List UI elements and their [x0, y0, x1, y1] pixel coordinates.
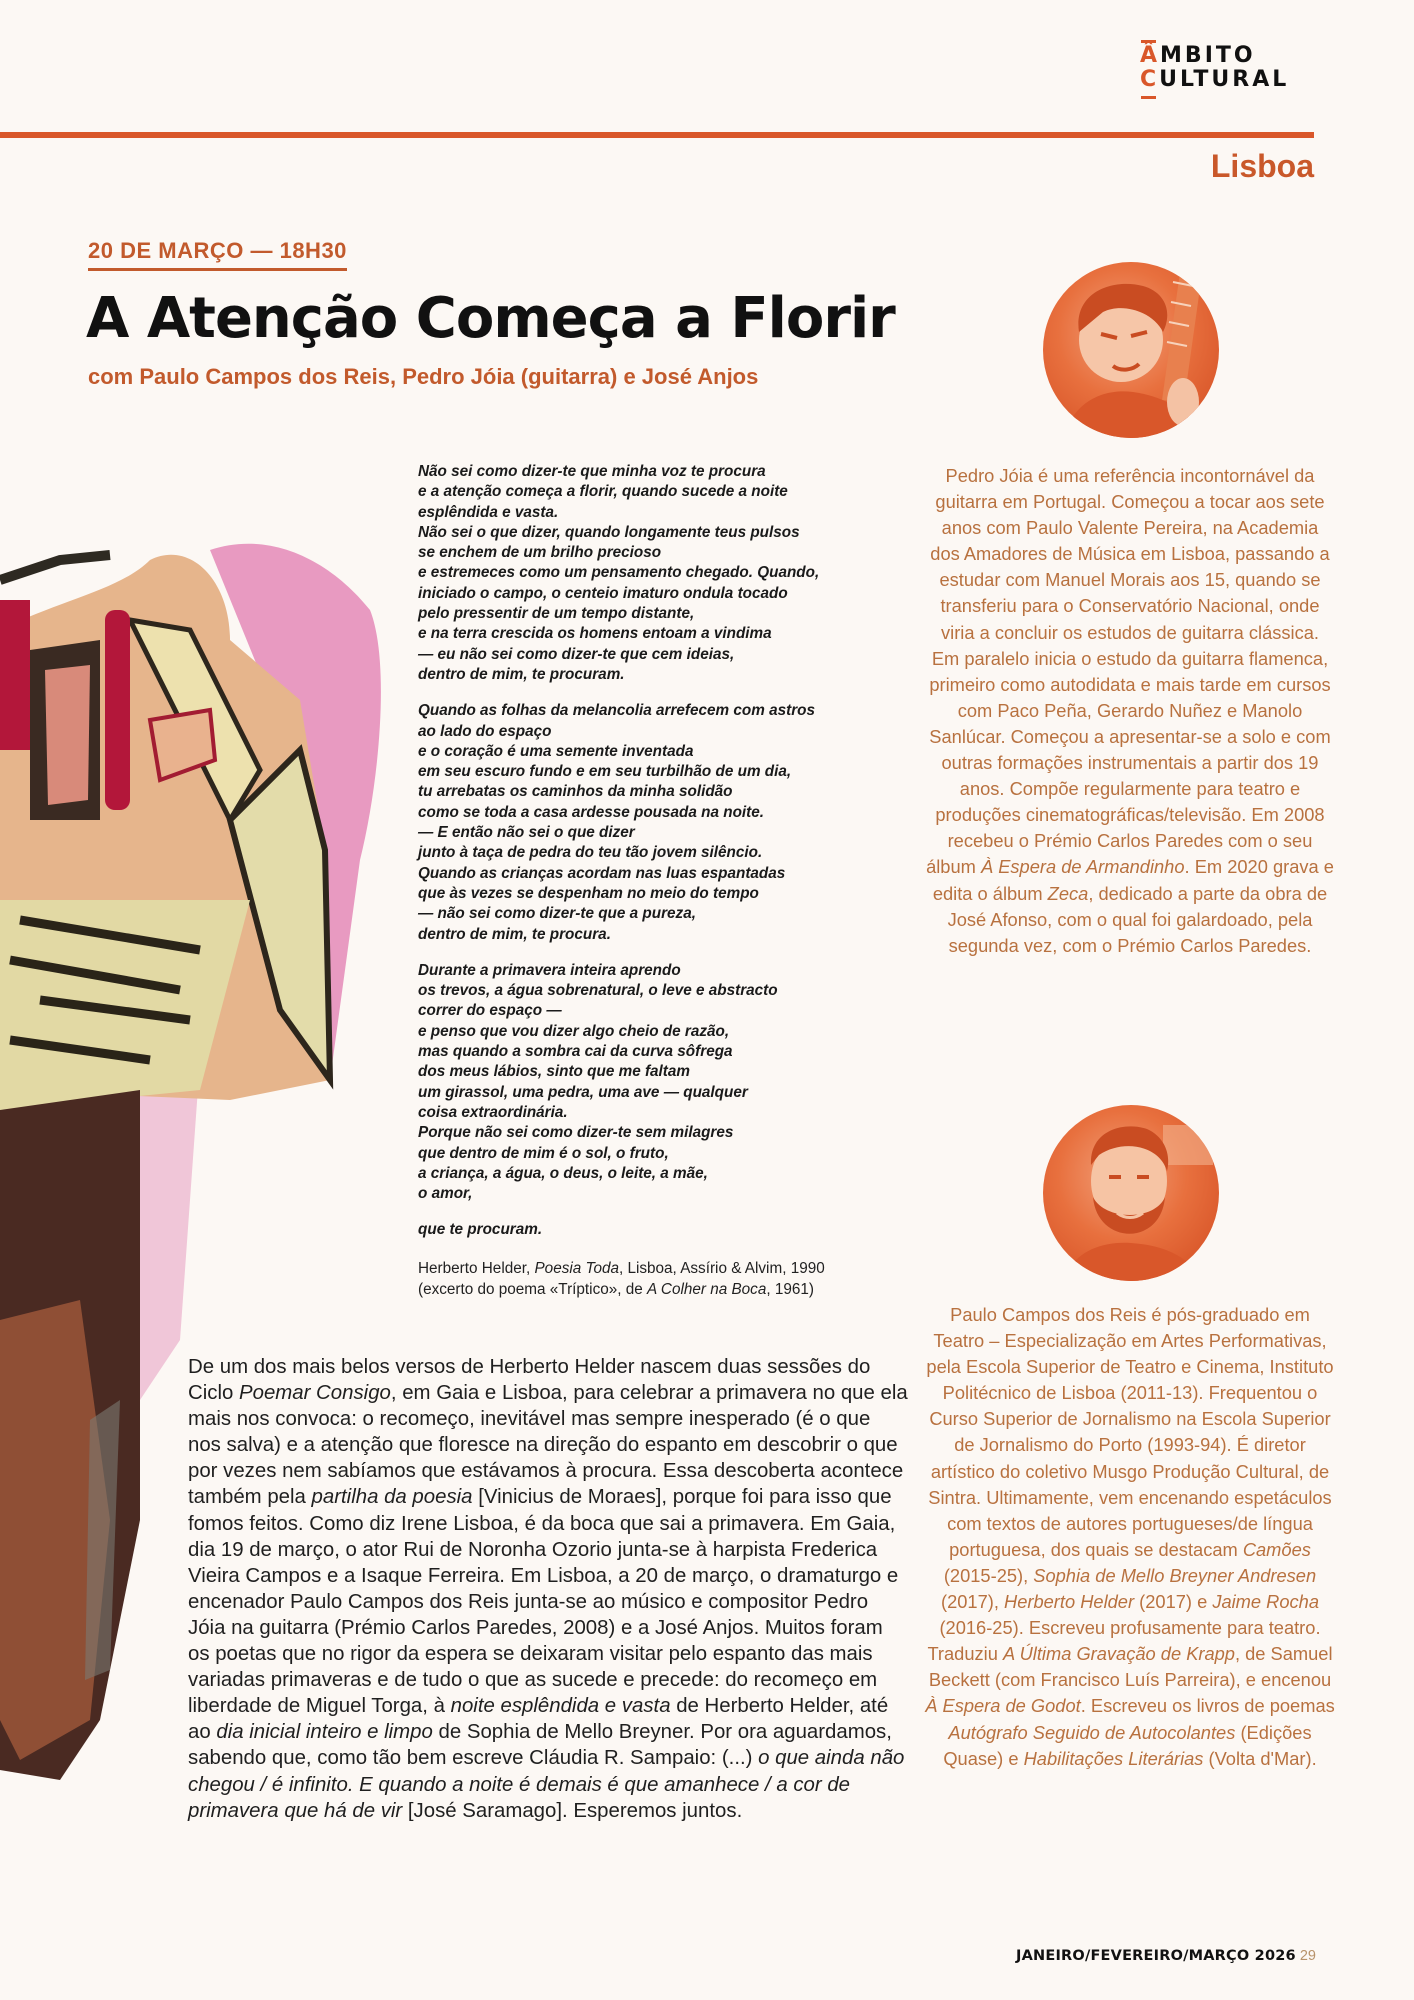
bio-text: (2017),	[940, 1591, 1004, 1613]
page-footer	[1016, 1948, 1316, 1964]
poem-line: dentro de mim, te procuram.	[418, 665, 625, 683]
poem-line: — não sei como dizer-te que a pureza,	[418, 905, 696, 923]
bio-text: , de Samuel Beckett (com Francisco Luís Parreira), e encenou	[928, 1643, 1333, 1691]
bio-text: (Volta d'Mar).	[1203, 1747, 1317, 1769]
poem-line: a criança, a água, o deus, o leite, a mãe,	[418, 1164, 708, 1182]
work-title: Herberto Helder	[1004, 1591, 1135, 1613]
poem-line: ao lado do espaço	[418, 722, 552, 740]
bio-text: (2016-25). Escreveu profusamente para teatro. Traduziu	[927, 1617, 1321, 1665]
poem-line: o amor,	[418, 1185, 473, 1203]
poem-line: Quando as crianças acordam nas luas espantadas	[418, 864, 786, 882]
logo-word-ambito: MBITO	[1160, 43, 1256, 68]
work-title: Habilitações Literárias	[1023, 1747, 1204, 1769]
poem-line: que dentro de mim é o sol, o fruto,	[418, 1144, 669, 1162]
poem-line: Porque não sei como dizer-te sem milagres	[418, 1124, 734, 1142]
page-number: 29	[1299, 1948, 1316, 1964]
poem-line: esplêndida e vasta.	[418, 503, 559, 521]
poem-line: que te procuram.	[418, 1221, 543, 1239]
poem-line: junto à taça de pedra do teu tão jovem silêncio.	[418, 844, 763, 862]
issue-label: JANEIRO/FEVEREIRO/MARÇO 2026	[1016, 1948, 1296, 1964]
pedro-joia-portrait	[1043, 262, 1219, 438]
poem-stanza-4	[418, 1220, 888, 1240]
logo-accent-bar	[1141, 40, 1156, 43]
poem-line: pelo pressentir de um tempo distante,	[418, 605, 695, 623]
event-title: A Atenção Começa a Florir	[86, 286, 895, 351]
poem-line: coisa extraordinária.	[418, 1103, 568, 1121]
citation-text: Herberto Helder,	[418, 1260, 535, 1277]
event-date: 20 DE MARÇO — 18H30	[88, 238, 347, 271]
poem-line: tu arrebatas os caminhos da minha solidão	[418, 783, 733, 801]
poem-line: como se toda a casa ardesse pousada na noite.	[418, 803, 765, 821]
work-title: Camões	[1242, 1538, 1311, 1560]
work-title: À Espera de Godot	[925, 1695, 1081, 1717]
poem-line: Quando as folhas da melancolia arrefecem com astros	[418, 702, 816, 720]
body-text: de Herberto Helder, até ao	[188, 1695, 889, 1744]
body-text: De um dos mais belos versos de Herberto Helder nascem duas sessões do Ciclo	[188, 1356, 871, 1405]
poem-line: Não sei o que dizer, quando longamente teus pulsos	[418, 523, 800, 541]
poem-line: e na terra crescida os homens entoam a vindima	[418, 625, 772, 643]
event-subtitle: com Paulo Campos dos Reis, Pedro Jóia (guitarra) e José Anjos	[88, 364, 759, 389]
poem-line: os trevos, a água sobrenatural, o leve e abstracto	[418, 982, 778, 1000]
logo-letter-c: C	[1140, 67, 1160, 92]
poem-line: em seu escuro fundo e em seu turbilhão de um dia,	[418, 763, 792, 781]
poem-stanza-1	[418, 462, 888, 685]
work-title: Autógrafo Seguido de Autocolantes	[948, 1721, 1236, 1743]
logo-accent-bar-bottom	[1141, 96, 1156, 99]
poem-line: se enchem de um brilho precioso	[418, 544, 662, 562]
poem-line: iniciado o campo, o centeio imaturo ondula tocado	[418, 584, 788, 602]
poem-line: e a atenção começa a florir, quando sucede a noite	[418, 483, 788, 501]
poem-line: — E então não sei o que dizer	[418, 824, 635, 842]
poem-line: Durante a primavera inteira aprendo	[418, 961, 681, 979]
album-title: À Espera de Armandinho	[980, 856, 1185, 878]
work-title: A Última Gravação de Krapp	[1002, 1643, 1235, 1665]
poem-line: que às vezes se despenham no meio do tempo	[418, 884, 759, 902]
poem-line: e o coração é uma semente inventada	[418, 742, 694, 760]
bio-text: , dedicado a parte da obra de José Afonso, com o qual foi galardoado, pela segunda vez, com o Prémio Carlos Paredes.	[947, 882, 1328, 956]
body-italic: noite esplêndida e vasta	[450, 1695, 671, 1718]
citation-text: , Lisboa, Assírio & Alvim, 1990	[618, 1260, 825, 1277]
poem-line: um girassol, uma pedra, uma ave — qualquer	[418, 1083, 748, 1101]
citation-text: (excerto do poema «Tríptico», de	[418, 1281, 648, 1298]
album-title: Zeca	[1047, 882, 1089, 904]
poem-citation	[418, 1258, 918, 1300]
pedro-joia-bio	[925, 463, 1335, 959]
citation-book-title: A Colher na Boca	[647, 1281, 767, 1298]
bio-text: Pedro Jóia é uma referência incontornável da guitarra em Portugal. Começou a tocar aos sete anos com Paulo Valente Pereira, na Academia dos Amadores de Música em Lisboa, passando a estudar com Manuel Morais aos 15, quando se transferiu para o Conservatório Nacional, onde viria a concluir os estudos de guitarra clássica. Em paralelo inicia o estudo da guitarra flamenca, primeiro como autodidata e mais tarde em cursos com Paco Peña, Gerardo Nuñez e Manolo Sanlúcar. Começou a apresentar-se a solo e com outras formações instrumentais a partir dos 19 anos. Compõe regularmente para teatro e produções cinematográficas/televisão. Em 2008 recebeu o Prémio Carlos Paredes com o seu álbum	[926, 465, 1331, 878]
poem-excerpt	[418, 462, 888, 1257]
poem-line: dentro de mim, te procura.	[418, 925, 611, 943]
poem-line: Não sei como dizer-te que minha voz te procura	[418, 463, 766, 480]
body-italic: Poemar Consigo	[239, 1382, 391, 1405]
bio-text: (2017) e	[1134, 1591, 1213, 1613]
logo-letter-a: Â	[1140, 43, 1161, 68]
body-text: [José Saramago]. Esperemos juntos.	[402, 1799, 743, 1822]
paulo-campos-dos-reis-portrait	[1043, 1105, 1219, 1281]
poem-stanza-3	[418, 961, 888, 1205]
article-body	[188, 1354, 908, 1824]
poem-line: e penso que vou dizer algo cheio de razão,	[418, 1022, 730, 1040]
body-italic: o que ainda não chegou / é infinito. E quando a noite é demais é que amanhece / a cor de primavera que há de vir	[188, 1747, 905, 1822]
citation-book-title: Poesia Toda	[534, 1260, 619, 1277]
body-italic: dia inicial inteiro e limpo	[216, 1721, 433, 1744]
body-text: , em Gaia e Lisboa, para celebrar a primavera no que ela mais nos convoca: o recomeço, inevitável mas sempre inesperado (é o que nos salva) e a atenção que floresce na direção do espanto em descobrir o que por vezes nem sabíamos que estávamos à procura. Essa descoberta acontece também pela	[188, 1382, 908, 1509]
poem-stanza-2	[418, 701, 888, 945]
body-italic: partilha da poesia	[311, 1486, 473, 1509]
bio-text: . Escreveu os livros de poemas	[1080, 1695, 1335, 1717]
bio-text: . Em 2020 grava e edita o álbum	[932, 856, 1334, 904]
paulo-campos-dos-reis-bio	[925, 1302, 1335, 1772]
ambito-cultural-logo	[1140, 44, 1320, 102]
bio-text: (Edições Quase) e	[943, 1721, 1312, 1769]
citation-text: , 1961)	[766, 1281, 814, 1298]
poem-line: mas quando a sombra cai da curva sôfrega	[418, 1043, 733, 1061]
logo-word-cultural: ULTURAL	[1159, 67, 1290, 92]
poem-line: correr do espaço —	[418, 1002, 562, 1020]
poem-line: e estremeces como um pensamento chegado. Quando,	[418, 564, 820, 582]
section-label: Lisboa	[1210, 148, 1314, 184]
bio-text: Paulo Campos dos Reis é pós-graduado em Teatro – Especialização em Artes Performativas, pela Escola Superior de Teatro e Cinema, Instituto Politécnico de Lisboa (2011-13). Frequentou o Curso Superior de Jornalismo na Escola Superior de Jornalismo do Porto (1993-94). É diretor artístico do coletivo Musgo Produção Cultural, de Sintra. Ultimamente, vem encenando espetáculos com textos de autores portugueses/de língua portuguesa, dos quais se destacam	[926, 1304, 1334, 1560]
body-text: [Vinicius de Moraes], porque foi para isso que fomos feitos. Como diz Irene Lisboa, é da boca que sai a primavera. Em Gaia, dia 19 de março, o ator Rui de Noronha Ozorio junta-se à harpista Frederica Vieira Campos e a Isaque Ferreira. Em Lisboa, a 20 de março, o dramaturgo e encenador Paulo Campos dos Reis junta-se ao músico e compositor Pedro Jóia na guitarra (Prémio Carlos Paredes, 2008) e a José Anjos. Muitos foram os poetas que no rigor da espera se deixaram visitar pelo espanto das mais variadas primaveras e de tudo o que as sucede e precede: do recomeço em liberdade de Miguel Torga, à	[188, 1486, 899, 1718]
poem-line: dos meus lábios, sinto que me faltam	[418, 1063, 691, 1081]
bio-text: (2015-25),	[943, 1564, 1034, 1586]
work-title: Sophia de Mello Breyner Andresen	[1033, 1564, 1317, 1586]
work-title: Jaime Rocha	[1212, 1591, 1320, 1613]
header-rule	[0, 132, 1314, 138]
body-text: de Sophia de Mello Breyner. Por ora aguardamos, sabendo que, como tão bem escreve Cláudia R. Sampaio: (...)	[188, 1721, 892, 1770]
poem-line: — eu não sei como dizer-te que cem ideias,	[418, 645, 735, 663]
